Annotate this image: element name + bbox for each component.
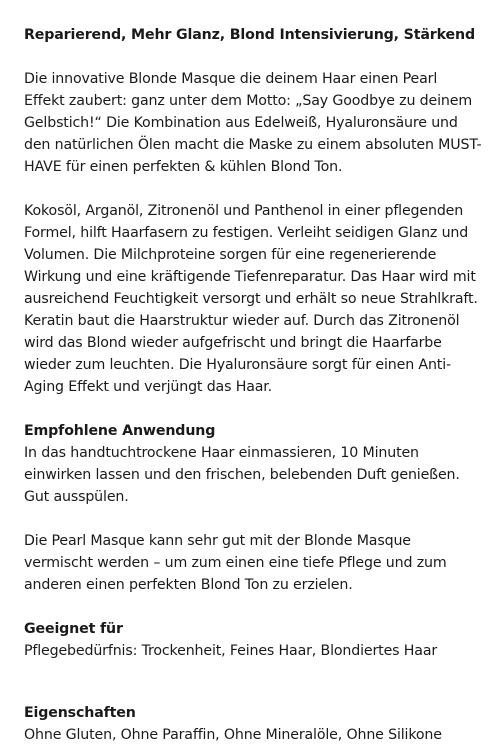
ingredients-paragraph: Kokosöl, Arganöl, Zitronenöl und Panthenol in einer pflegenden Formel, hilft Haarfasern zu festigen. Verleiht seidigen Glanz und Volumen. Die Milchproteine sorgen für eine regenerierende Wirkung und eine kräftigende Tiefenreparatur. Das Haar wird mit ausreichend Feuchtigkeit versorgt und erhält so neue Strahlkraft. Keratin baut die Haarstruktur wieder auf. Durch das Zitronenöl wird das Blond wieder aufgefrischt und bringt die Haarfarbe wieder zum leuchten. Die Hyaluronsäure sorgt für einen Anti-Aging Effekt und verjüngt das Haar. [24, 203, 478, 395]
combination-paragraph: Die Pearl Masque kann sehr gut mit der Blonde Masque vermischt werden – um zum einen eine tiefe Pflege und zum anderen einen perfekten Blond Ton zu erzielen. [24, 533, 447, 593]
spacer [24, 508, 482, 530]
suitable-section [24, 618, 482, 662]
properties-section [24, 702, 482, 746]
usage-heading: Empfohlene Anwendung [24, 423, 216, 439]
intro-paragraph: Die innovative Blonde Masque die deinem Haar einen Pearl Effekt zaubert: ganz unter dem Motto: „Say Goodbye zu deinem Gelbstich!“ Die Kombination aus Edelweiß, Hyaluronsäure und den natürlichen Ölen macht die Maske zu einem absoluten MUST-HAVE für einen perfekten & kühlen Blond Ton. [24, 71, 482, 175]
spacer [24, 46, 482, 68]
properties-heading: Eigenschaften [24, 705, 136, 721]
spacer [24, 178, 482, 200]
suitable-text: Pflegebedürfnis: Trockenheit, Feines Haar, Blondiertes Haar [24, 643, 438, 659]
suitable-heading: Geeignet für [24, 621, 123, 637]
spacer [24, 662, 482, 702]
spacer [24, 398, 482, 420]
usage-section [24, 420, 482, 508]
product-title: Reparierend, Mehr Glanz, Blond Intensivierung, Stärkend [24, 27, 475, 43]
spacer [24, 596, 482, 618]
properties-text: Ohne Gluten, Ohne Paraffin, Ohne Mineralöle, Ohne Silikone [24, 727, 442, 743]
usage-text: In das handtuchtrockene Haar einmassieren, 10 Minuten einwirken lassen und den frischen, belebenden Duft genießen. Gut ausspülen. [24, 445, 460, 505]
